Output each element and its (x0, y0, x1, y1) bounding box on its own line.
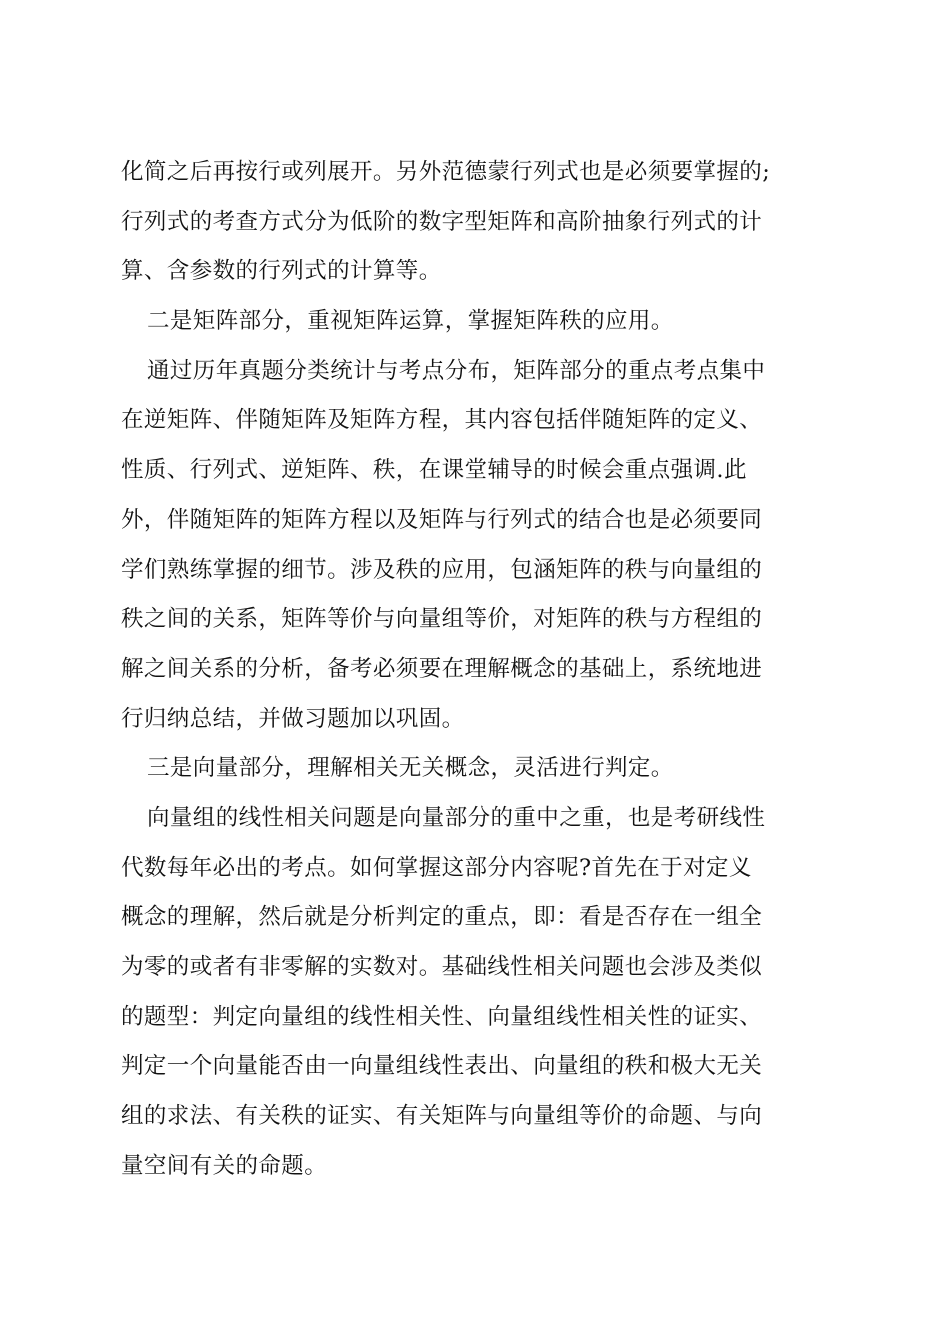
text-line: 性质、行列式、逆矩阵、秩，在课堂辅导的时候会重点强调.此 (121, 457, 747, 484)
text-line: 在逆矩阵、伴随矩阵及矩阵方程，其内容包括伴随矩阵的定义、 (121, 407, 763, 434)
text-line: 的题型：判定向量组的线性相关性、向量组线性相关性的证实、 (121, 1003, 763, 1030)
text-line: 解之间关系的分析，备考必须要在理解概念的基础上，系统地进 (121, 655, 763, 682)
text-line: 代数每年必出的考点。如何掌握这部分内容呢?首先在于对定义 (121, 854, 752, 881)
text-line: 算、含参数的行列式的计算等。 (121, 258, 442, 285)
text-line: 外，伴随矩阵的矩阵方程以及矩阵与行列式的结合也是必须要同 (121, 506, 763, 533)
text-line: 判定一个向量能否由一向量组线性表出、向量组的秩和极大无关 (121, 1053, 763, 1080)
text-line: 秩之间的关系，矩阵等价与向量组等价，对矩阵的秩与方程组的 (121, 606, 763, 633)
section-heading-vector: 三是向量部分，理解相关无关概念，灵活进行判定。 (147, 755, 674, 782)
text-line: 行列式的考查方式分为低阶的数字型矩阵和高阶抽象行列式的计 (121, 208, 763, 235)
text-line: 为零的或者有非零解的实数对。基础线性相关问题也会涉及类似 (121, 954, 763, 980)
text-line: 组的求法、有关秩的证实、有关矩阵与向量组等价的命题、与向 (121, 1103, 763, 1130)
text-line: 概念的理解，然后就是分析判定的重点，即：看是否存在一组全 (121, 904, 763, 931)
text-line: 通过历年真题分类统计与考点分布，矩阵部分的重点考点集中 (147, 357, 766, 384)
body-text (121, 148, 833, 1191)
text-line: 量空间有关的命题。 (121, 1152, 328, 1179)
text-line: 向量组的线性相关问题是向量部分的重中之重，也是考研线性 (147, 804, 766, 831)
text-line: 学们熟练掌握的细节。涉及秩的应用，包涵矩阵的秩与向量组的 (121, 556, 763, 583)
text-line: 行归纳总结，并做习题加以巩固。 (121, 705, 465, 732)
text-line: 化简之后再按行或列展开。另外范德蒙行列式也是必须要掌握的; (121, 159, 771, 185)
section-heading-matrix: 二是矩阵部分，重视矩阵运算，掌握矩阵秩的应用。 (147, 308, 674, 335)
